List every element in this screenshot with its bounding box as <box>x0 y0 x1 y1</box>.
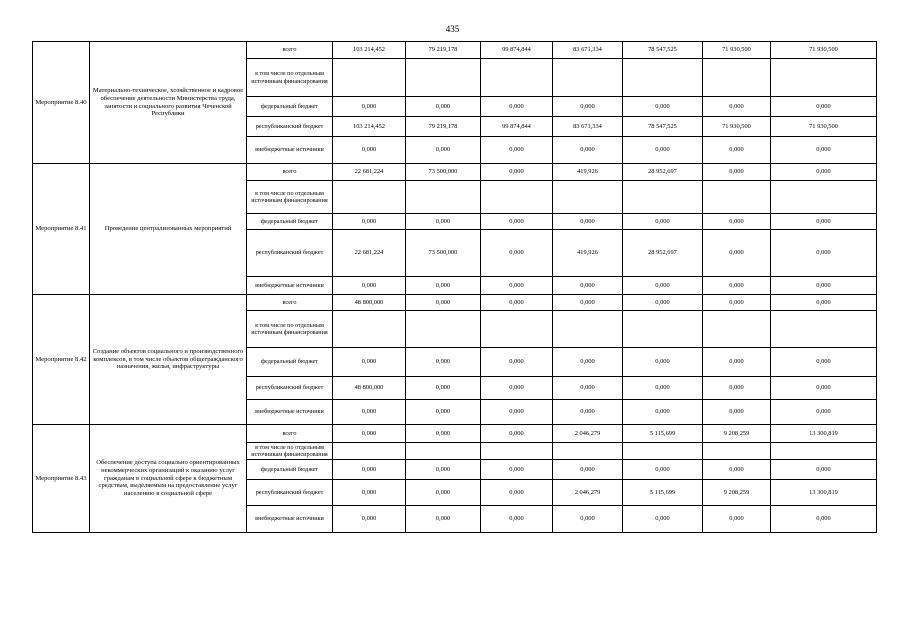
financing-table <box>32 41 877 533</box>
amount-cell: 0,000 <box>623 506 703 533</box>
table-row <box>33 164 877 181</box>
amount-cell: 0,000 <box>553 400 623 425</box>
amount-cell: 0,000 <box>481 348 553 377</box>
measure-description: Проведение централизованных мероприятий <box>90 164 247 295</box>
amount-cell: 0,000 <box>406 137 481 164</box>
amount-cell: 0,000 <box>553 97 623 117</box>
amount-cell: 13 300,819 <box>771 480 877 506</box>
amount-cell: 0,000 <box>703 137 771 164</box>
amount-cell: 83 671,334 <box>553 42 623 59</box>
amount-cell <box>333 311 406 348</box>
amount-cell <box>553 443 623 460</box>
amount-cell: 0,000 <box>771 137 877 164</box>
amount-cell: 0,000 <box>333 348 406 377</box>
funding-source: всего <box>247 295 333 311</box>
amount-cell: 78 547,525 <box>623 42 703 59</box>
amount-cell: 99 874,844 <box>481 42 553 59</box>
amount-cell: 0,000 <box>333 400 406 425</box>
amount-cell: 71 930,500 <box>703 42 771 59</box>
funding-source: республиканский бюджет <box>247 377 333 400</box>
measure-code: Мероприятие 8.41 <box>33 164 90 295</box>
amount-cell <box>771 443 877 460</box>
amount-cell: 0,000 <box>481 506 553 533</box>
amount-cell <box>623 181 703 214</box>
amount-cell: 0,000 <box>406 348 481 377</box>
amount-cell: 0,000 <box>771 506 877 533</box>
funding-source: федеральный бюджет <box>247 97 333 117</box>
amount-cell: 5 115,699 <box>623 480 703 506</box>
amount-cell: 0,000 <box>623 137 703 164</box>
measure-code: Мероприятие 8.43 <box>33 425 90 533</box>
funding-source: федеральный бюджет <box>247 214 333 230</box>
amount-cell: 22 681,224 <box>333 164 406 181</box>
amount-cell: 0,000 <box>481 137 553 164</box>
amount-cell <box>623 59 703 97</box>
amount-cell: 0,000 <box>553 214 623 230</box>
measure-description: Обеспечение доступа социально ориентированных некоммерческих организаций к оказанию услуг гражданам в социальной сфере к бюджетным средствам, выделяемым на предоставление услуг населению в социальной сфере <box>90 425 247 533</box>
amount-cell: 0,000 <box>333 425 406 443</box>
amount-cell: 73 500,000 <box>406 164 481 181</box>
amount-cell: 0,000 <box>333 97 406 117</box>
amount-cell: 0,000 <box>771 230 877 277</box>
amount-cell: 48 800,000 <box>333 295 406 311</box>
amount-cell: 103 214,452 <box>333 117 406 137</box>
amount-cell: 0,000 <box>333 137 406 164</box>
amount-cell: 0,000 <box>771 214 877 230</box>
measure-code: Мероприятие 8.40 <box>33 42 90 164</box>
amount-cell: 0,000 <box>553 277 623 295</box>
amount-cell: 0,000 <box>703 295 771 311</box>
funding-source: всего <box>247 42 333 59</box>
amount-cell: 0,000 <box>771 400 877 425</box>
amount-cell: 13 300,819 <box>771 425 877 443</box>
amount-cell: 83 671,334 <box>553 117 623 137</box>
amount-cell <box>481 443 553 460</box>
amount-cell: 0,000 <box>333 506 406 533</box>
amount-cell: 0,000 <box>481 400 553 425</box>
amount-cell: 9 208,259 <box>703 425 771 443</box>
amount-cell: 22 681,224 <box>333 230 406 277</box>
funding-source: всего <box>247 164 333 181</box>
amount-cell: 0,000 <box>553 506 623 533</box>
amount-cell: 0,000 <box>771 295 877 311</box>
amount-cell: 71 930,500 <box>703 117 771 137</box>
amount-cell <box>771 181 877 214</box>
amount-cell: 0,000 <box>703 164 771 181</box>
amount-cell: 0,000 <box>333 480 406 506</box>
amount-cell <box>406 181 481 214</box>
amount-cell <box>481 311 553 348</box>
amount-cell: 2 046,279 <box>553 425 623 443</box>
amount-cell: 0,000 <box>703 277 771 295</box>
amount-cell: 0,000 <box>481 230 553 277</box>
amount-cell: 419,926 <box>553 230 623 277</box>
amount-cell: 0,000 <box>481 480 553 506</box>
amount-cell: 48 800,000 <box>333 377 406 400</box>
amount-cell: 78 547,525 <box>623 117 703 137</box>
amount-cell: 71 930,500 <box>771 42 877 59</box>
amount-cell: 0,000 <box>623 348 703 377</box>
amount-cell: 0,000 <box>623 97 703 117</box>
amount-cell: 0,000 <box>333 277 406 295</box>
amount-cell: 79 219,178 <box>406 42 481 59</box>
funding-source: всего <box>247 425 333 443</box>
amount-cell <box>623 311 703 348</box>
amount-cell: 0,000 <box>481 277 553 295</box>
amount-cell: 103 214,452 <box>333 42 406 59</box>
amount-cell <box>623 443 703 460</box>
amount-cell: 0,000 <box>406 480 481 506</box>
amount-cell: 0,000 <box>771 97 877 117</box>
funding-source: в том числе по отдельным источникам финансирования <box>247 443 333 460</box>
amount-cell: 0,000 <box>553 377 623 400</box>
amount-cell: 0,000 <box>703 460 771 480</box>
amount-cell: 0,000 <box>623 400 703 425</box>
amount-cell: 0,000 <box>703 506 771 533</box>
funding-source: внебюджетные источники <box>247 400 333 425</box>
amount-cell: 0,000 <box>553 460 623 480</box>
amount-cell <box>481 59 553 97</box>
amount-cell: 0,000 <box>481 295 553 311</box>
amount-cell: 79 219,178 <box>406 117 481 137</box>
amount-cell: 0,000 <box>703 230 771 277</box>
table-row <box>33 295 877 311</box>
amount-cell <box>406 59 481 97</box>
amount-cell: 0,000 <box>771 277 877 295</box>
funding-source: внебюджетные источники <box>247 277 333 295</box>
amount-cell: 71 930,500 <box>771 117 877 137</box>
amount-cell: 0,000 <box>553 348 623 377</box>
amount-cell <box>333 443 406 460</box>
amount-cell <box>553 311 623 348</box>
amount-cell: 0,000 <box>406 460 481 480</box>
amount-cell: 0,000 <box>771 348 877 377</box>
amount-cell <box>553 59 623 97</box>
amount-cell: 0,000 <box>623 277 703 295</box>
amount-cell: 0,000 <box>406 400 481 425</box>
page-number: 435 <box>445 24 460 34</box>
amount-cell: 0,000 <box>703 348 771 377</box>
amount-cell: 0,000 <box>703 214 771 230</box>
amount-cell: 0,000 <box>333 214 406 230</box>
funding-source: внебюджетные источники <box>247 506 333 533</box>
table-row <box>33 42 877 59</box>
amount-cell: 0,000 <box>771 460 877 480</box>
amount-cell: 0,000 <box>481 460 553 480</box>
amount-cell: 0,000 <box>406 506 481 533</box>
measure-description: Материально-техническое, хозяйственное и кадровое обеспечение деятельности Министерства труда, занятости и социального развития Чеченской Республики <box>90 42 247 164</box>
amount-cell <box>703 181 771 214</box>
amount-cell: 0,000 <box>553 295 623 311</box>
amount-cell: 9 208,259 <box>703 480 771 506</box>
amount-cell: 0,000 <box>553 137 623 164</box>
amount-cell <box>771 311 877 348</box>
funding-source: федеральный бюджет <box>247 348 333 377</box>
funding-source: республиканский бюджет <box>247 230 333 277</box>
amount-cell <box>333 59 406 97</box>
amount-cell <box>481 181 553 214</box>
amount-cell: 0,000 <box>406 295 481 311</box>
amount-cell: 0,000 <box>703 377 771 400</box>
amount-cell: 0,000 <box>623 377 703 400</box>
measure-code: Мероприятие 8.42 <box>33 295 90 425</box>
amount-cell: 0,000 <box>333 460 406 480</box>
funding-source: республиканский бюджет <box>247 480 333 506</box>
amount-cell <box>553 181 623 214</box>
funding-source: в том числе по отдельным источникам финансирования <box>247 311 333 348</box>
amount-cell <box>703 59 771 97</box>
amount-cell: 0,000 <box>771 377 877 400</box>
amount-cell: 2 046,279 <box>553 480 623 506</box>
amount-cell <box>703 443 771 460</box>
amount-cell <box>406 311 481 348</box>
amount-cell: 5 115,699 <box>623 425 703 443</box>
amount-cell <box>406 443 481 460</box>
amount-cell: 0,000 <box>623 295 703 311</box>
amount-cell: 0,000 <box>406 97 481 117</box>
amount-cell <box>703 311 771 348</box>
amount-cell: 419,926 <box>553 164 623 181</box>
amount-cell <box>771 59 877 97</box>
amount-cell: 28 952,697 <box>623 230 703 277</box>
amount-cell: 0,000 <box>623 460 703 480</box>
funding-source: федеральный бюджет <box>247 460 333 480</box>
amount-cell: 0,000 <box>771 164 877 181</box>
funding-source: в том числе по отдельным источникам финансирования <box>247 59 333 97</box>
amount-cell: 0,000 <box>623 214 703 230</box>
amount-cell: 0,000 <box>481 377 553 400</box>
amount-cell: 0,000 <box>406 377 481 400</box>
amount-cell: 28 952,697 <box>623 164 703 181</box>
amount-cell: 0,000 <box>703 97 771 117</box>
table-row <box>33 425 877 443</box>
amount-cell: 0,000 <box>406 277 481 295</box>
funding-source: в том числе по отдельным источникам финансирования <box>247 181 333 214</box>
funding-source: внебюджетные источники <box>247 137 333 164</box>
amount-cell <box>333 181 406 214</box>
amount-cell: 73 500,000 <box>406 230 481 277</box>
funding-source: республиканский бюджет <box>247 117 333 137</box>
measure-description: Создание объектов социального и производственного комплексов, в том числе объектов общегражданского назначения, жилья, инфраструктуры <box>90 295 247 425</box>
amount-cell: 0,000 <box>406 214 481 230</box>
amount-cell: 0,000 <box>481 214 553 230</box>
amount-cell: 0,000 <box>703 400 771 425</box>
amount-cell: 0,000 <box>481 97 553 117</box>
amount-cell: 0,000 <box>481 425 553 443</box>
amount-cell: 0,000 <box>481 164 553 181</box>
amount-cell: 99 874,844 <box>481 117 553 137</box>
amount-cell: 0,000 <box>406 425 481 443</box>
